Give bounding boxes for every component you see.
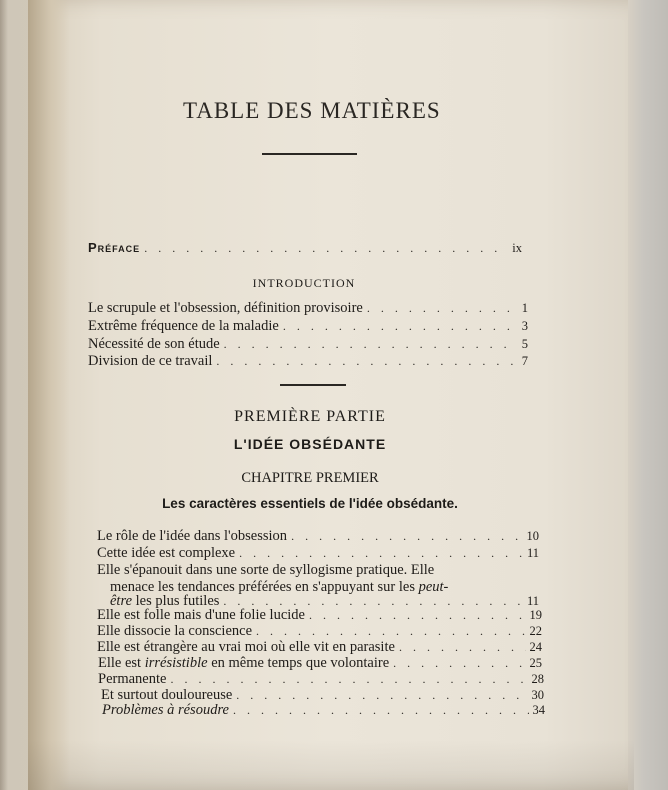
title-divider — [262, 153, 357, 155]
toc-entry-label: Elle dissocie la conscience — [97, 623, 253, 639]
toc-entry-text: en même temps que volontaire — [211, 655, 390, 671]
leader-dots — [233, 703, 529, 718]
leader-dots — [367, 301, 518, 316]
toc-entry-italic: être — [110, 593, 133, 609]
toc-entry-label: Préface — [88, 240, 141, 255]
toc-page-number: 22 — [529, 624, 542, 638]
toc-entry-label: Division de ce travail — [88, 353, 213, 369]
toc-entry-label: Permanente — [98, 671, 167, 687]
leader-dots — [309, 608, 526, 623]
toc-entry-label: Et surtout douloureuse — [101, 687, 233, 703]
section-divider — [280, 384, 346, 386]
toc-page-number: 7 — [521, 354, 528, 368]
leader-dots — [399, 640, 526, 655]
part-heading: PREMIÈRE PARTIE — [234, 408, 386, 425]
chapter-heading: CHAPITRE PREMIER — [241, 470, 379, 486]
toc-entry — [97, 639, 542, 656]
section-heading-introduction: INTRODUCTION — [252, 276, 356, 290]
toc-entry-label: Le rôle de l'idée dans l'obsession — [97, 528, 288, 544]
leader-dots — [256, 624, 525, 639]
toc-page-number: 19 — [529, 608, 542, 622]
leader-dots — [144, 241, 508, 256]
chapter-subtitle: Les caractères essentiels de l'idée obsédante. — [162, 496, 458, 511]
toc-entry-label: Nécessité de son étude — [88, 336, 220, 352]
toc-entry-line: Elle s'épanouit dans une sorte de syllogisme pratique. Elle — [97, 562, 435, 578]
toc-entry — [88, 336, 528, 353]
toc-page-number: 24 — [529, 640, 542, 654]
toc-entry-preface — [88, 240, 522, 256]
toc-page-number: ix — [512, 241, 522, 255]
leader-dots — [170, 672, 527, 687]
toc-entry-label: Problèmes à résoudre — [102, 702, 229, 718]
toc-entry — [97, 528, 539, 545]
toc-entry — [88, 353, 528, 370]
toc-page-number: 1 — [521, 301, 528, 315]
toc-page-number: 11 — [526, 546, 539, 560]
leader-dots — [236, 688, 527, 703]
toc-entry-italic: peut- — [418, 579, 449, 595]
toc-entry — [88, 300, 528, 317]
toc-entry-label: Cette idée est complexe — [97, 545, 236, 561]
toc-entry-label: Elle est folle mais d'une folie lucide — [97, 607, 305, 623]
toc-entry-label: Extrême fréquence de la maladie — [88, 318, 279, 334]
toc-entry-italic: irrésistible — [144, 655, 208, 671]
toc-page-number: 11 — [526, 594, 539, 608]
toc-entry — [97, 607, 542, 624]
toc-page-number: 10 — [526, 529, 539, 543]
toc-entry — [98, 671, 544, 688]
toc-page-number: 25 — [529, 656, 542, 670]
leader-dots — [216, 354, 517, 369]
toc-page-number: 28 — [531, 672, 544, 686]
leader-dots — [239, 546, 523, 561]
toc-page-number: 5 — [521, 337, 528, 351]
page-title: TABLE DES MATIÈRES — [183, 98, 441, 123]
toc-entry-label — [98, 655, 389, 672]
toc-page-number: 34 — [532, 703, 545, 717]
toc-entry — [88, 318, 528, 335]
leader-dots — [224, 337, 518, 352]
toc-entry-text: Elle est — [98, 655, 142, 671]
leader-dots — [393, 656, 525, 671]
leader-dots — [283, 319, 518, 334]
part-subtitle: L'IDÉE OBSÉDANTE — [233, 436, 387, 452]
toc-entry — [98, 655, 542, 672]
toc-page-number: 3 — [521, 319, 528, 333]
toc-entry-text: les plus futiles — [135, 593, 220, 609]
toc-entry-label: Le scrupule et l'obsession, définition provisoire — [88, 300, 363, 316]
leader-dots — [291, 529, 522, 544]
toc-entry-label: Elle est étrangère au vrai moi où elle vit en parasite — [97, 639, 395, 655]
toc-entry — [97, 623, 542, 640]
toc-entry — [97, 545, 539, 562]
toc-entry — [102, 702, 545, 719]
toc-entry-text: menace les tendances préférées en s'appuyant sur les — [110, 579, 415, 595]
toc-page-number: 30 — [531, 688, 544, 702]
